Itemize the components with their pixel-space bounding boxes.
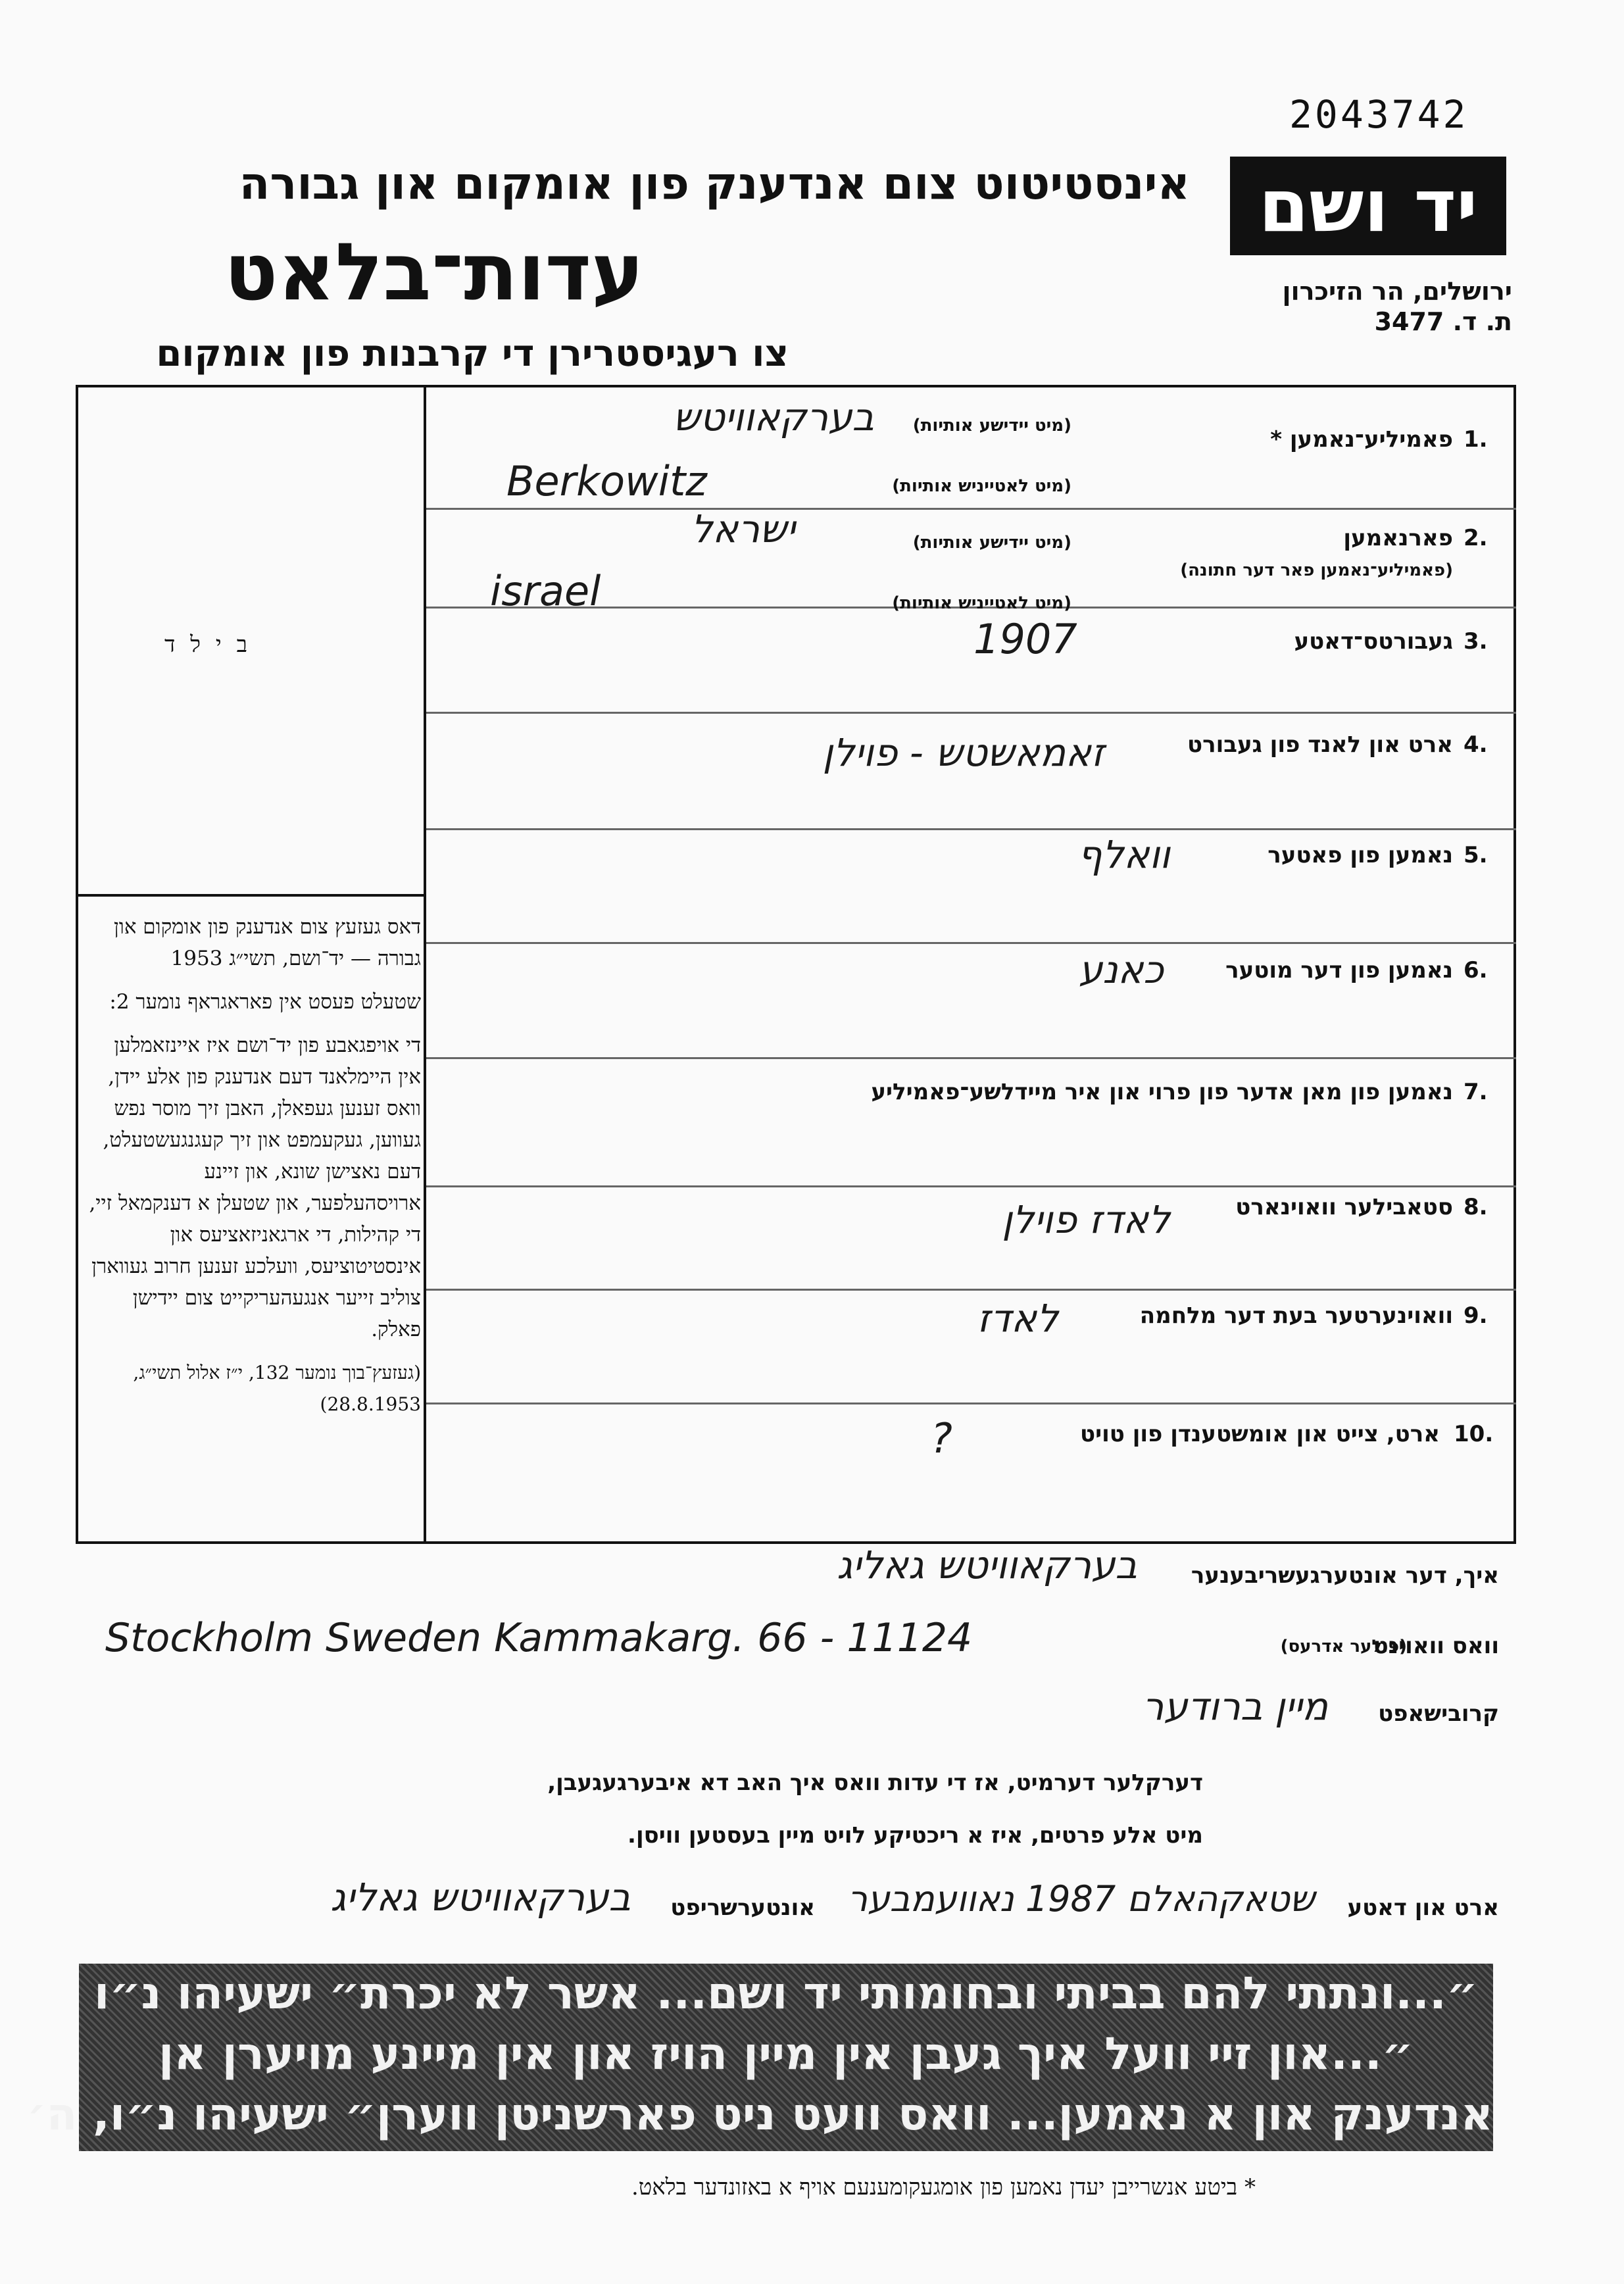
field-1-hint-latin: (מיט לאטייניש אותיות) [892,476,1071,496]
signature[interactable]: בערקאוויטש גאליג [330,1875,631,1920]
field-2-hint-maiden: (פאמיליע־נאמען פאר דער חתונה) [1180,560,1453,580]
field-6-label: נאמען פון דער מוטער [1225,957,1453,983]
yad-vashem-logo: יד ושם [1230,157,1506,255]
declarant-name-label: איך, דער אונטערגעשריבענער [1191,1562,1499,1589]
field-9-label: וואוינערטער בעת דער מלחמה [1139,1303,1453,1329]
field-10-number: 10. [1454,1421,1494,1447]
field-5-label: נאמען פון פאטער [1267,842,1453,868]
institute-name: אינסטיטוט צום אנדענק פון אומקום און גבורה [239,158,1190,210]
logo-address [1283,276,1512,337]
place-date-value[interactable]: שטאקהאלם 1987 נאוועמבער [847,1878,1315,1920]
law-paragraph-3: די אויפגאבע פון יד־ושם איז איינזאמלען אין היימלאנד דעם אנדענק פון אלע יידן, וואס זענען געפאלן, האבן זיך מוסר נפש געווען, געקעמפט און זיך קעגנגעשטעלט, דעם נאצישן שונא, און זיינע ארויסהעלפער, און שטעלן א דענקמאל זיי, די קהילות, די ארגאניזאציעס און אינסטיטוציעס, וועלכע זענען חרוב געווארן צוליב זייער אנגעהעריקייט צום יידישן פאלק. [89,1033,421,1341]
logo-address-line2: ת. ד. 3477 [1374,307,1512,336]
field-7-label: נאמען פון מאן אדער פון פרוי און איר מיידלשע־פאמיליע [871,1079,1453,1105]
photo-box-bottom [78,894,424,897]
footnote: * ביטע אנשרייבן יעדן נאמען פון אומגעקומענעם אויף א באזונדער בלאט. [631,2174,1256,2200]
law-paragraph-1: דאס געזעץ צום אנדענק פון אומקום און גבורה — יד־ושם, תשי״ג 1953 [114,915,421,970]
declarant-name[interactable]: בערקאוויטש גאליג [837,1543,1137,1587]
field-3-number: 3. [1464,628,1488,655]
declarant-address-label: וואס וואוינט [1373,1633,1499,1659]
banner-line-2: ״...און זיי וועל איך געבן אין מיין הויז און אין מיינע מויערן אן [159,2028,1414,2080]
row-divider-6 [426,1057,1516,1059]
field-3-value[interactable]: 1907 [973,615,1077,663]
banner-line-1: ״...ונתתי להם בביתי ובחומותי יד ושם... אשר לא יכרת״ ישעיהו נ״ו [93,1968,1479,2020]
law-text [86,911,421,1420]
form-title: עדות־בלאט [224,227,644,318]
declarant-address[interactable]: Stockholm Sweden Kammakarg. 66 - 11124 [105,1615,973,1661]
field-1-value-yiddish[interactable]: בערקאוויטש [673,395,874,439]
field-4-value[interactable]: זאמאשטש - פוילן [822,730,1104,775]
declarant-relation[interactable]: מיין ברודער [1142,1684,1328,1729]
field-10-label: ארט, צייט און אומשטענדן פון טויט [1079,1421,1440,1447]
document-number: 2043742 [1289,92,1469,137]
field-2-value-yiddish[interactable]: ישראל [691,507,795,551]
row-divider-9 [426,1403,1516,1404]
field-5-value[interactable]: וואלף [1077,832,1170,877]
field-2-number: 2. [1464,525,1488,551]
field-1-hint-yiddish: (מיט יידישע אותיות) [912,416,1071,435]
signature-label: אונטערשריפט [670,1895,815,1921]
field-9-value[interactable]: לאדז [977,1296,1058,1341]
field-6-value[interactable]: כאנע [1079,947,1164,992]
field-8-label: סטאבילער וואוינארט [1235,1194,1453,1220]
field-9-number: 9. [1464,1303,1488,1329]
photo-label: ב י ל ד [164,632,251,658]
field-4-label: ארט און לאנד פון געבורט [1187,732,1453,758]
place-date-label: ארט און דאטע [1347,1895,1499,1921]
logo-address-line1: ירושלים, הר הזיכרון [1282,277,1512,306]
row-divider-7 [426,1185,1516,1187]
field-2-hint-yiddish: (מיט יידישע אותיות) [912,533,1071,553]
law-paragraph-2: שטעלט פעסט אין פאראגראף נומער 2: [109,990,421,1014]
field-8-value[interactable]: לאדז פוילן [1002,1197,1170,1242]
row-divider-3 [426,712,1516,714]
field-7-number: 7. [1464,1079,1488,1105]
row-divider-1 [426,508,1516,510]
declaration-line-2: מיט אלע פרטים, איז א ריכטיקע לויט מיין בעסטען וויסן. [627,1822,1203,1849]
form-subtitle: צו רעגיסטרירן די קרבנות פון אומקום [156,332,789,375]
declaration-line-1: דערקלער דערמיט, אז די עדות וואס איך האב דא איבערגעגעבן, [547,1770,1203,1796]
declarant-address-hint: (פולער אדרעס) [1280,1637,1407,1656]
row-divider-4 [426,828,1516,830]
field-8-number: 8. [1464,1194,1488,1220]
row-divider-5 [426,942,1516,944]
field-10-value[interactable]: ? [931,1414,952,1462]
row-divider-8 [426,1289,1516,1291]
declarant-relation-label: קרובישאפט [1378,1701,1499,1727]
banner-line-3: אנדענק און א נאמען... וואס וועט ניט פארשניטן ווערן״ ישעיהו נ״ו, ה׳ [26,2089,1493,2141]
law-paragraph-4: (געזעץ־בוך נומער 132, י״ז אלול תשי״ג, 28.8.1953) [133,1362,421,1415]
field-5-number: 5. [1464,842,1488,868]
field-2-value-latin[interactable]: israel [490,567,601,615]
field-6-number: 6. [1464,957,1488,983]
field-3-label: געבורטס־דאטע [1294,628,1453,655]
field-2-hint-latin: (מיט לאטייניש אותיות) [892,593,1071,613]
field-4-number: 4. [1464,732,1488,758]
field-2-label: פארנאמען [1343,525,1453,551]
isaiah-quote-banner [26,1964,1493,2151]
field-1-value-latin[interactable]: Berkowitz [506,457,707,505]
field-1-number: 1. [1464,426,1488,453]
field-1-label: פאמיליע־נאמען * [1270,426,1453,453]
photo-column-divider [424,387,426,1542]
